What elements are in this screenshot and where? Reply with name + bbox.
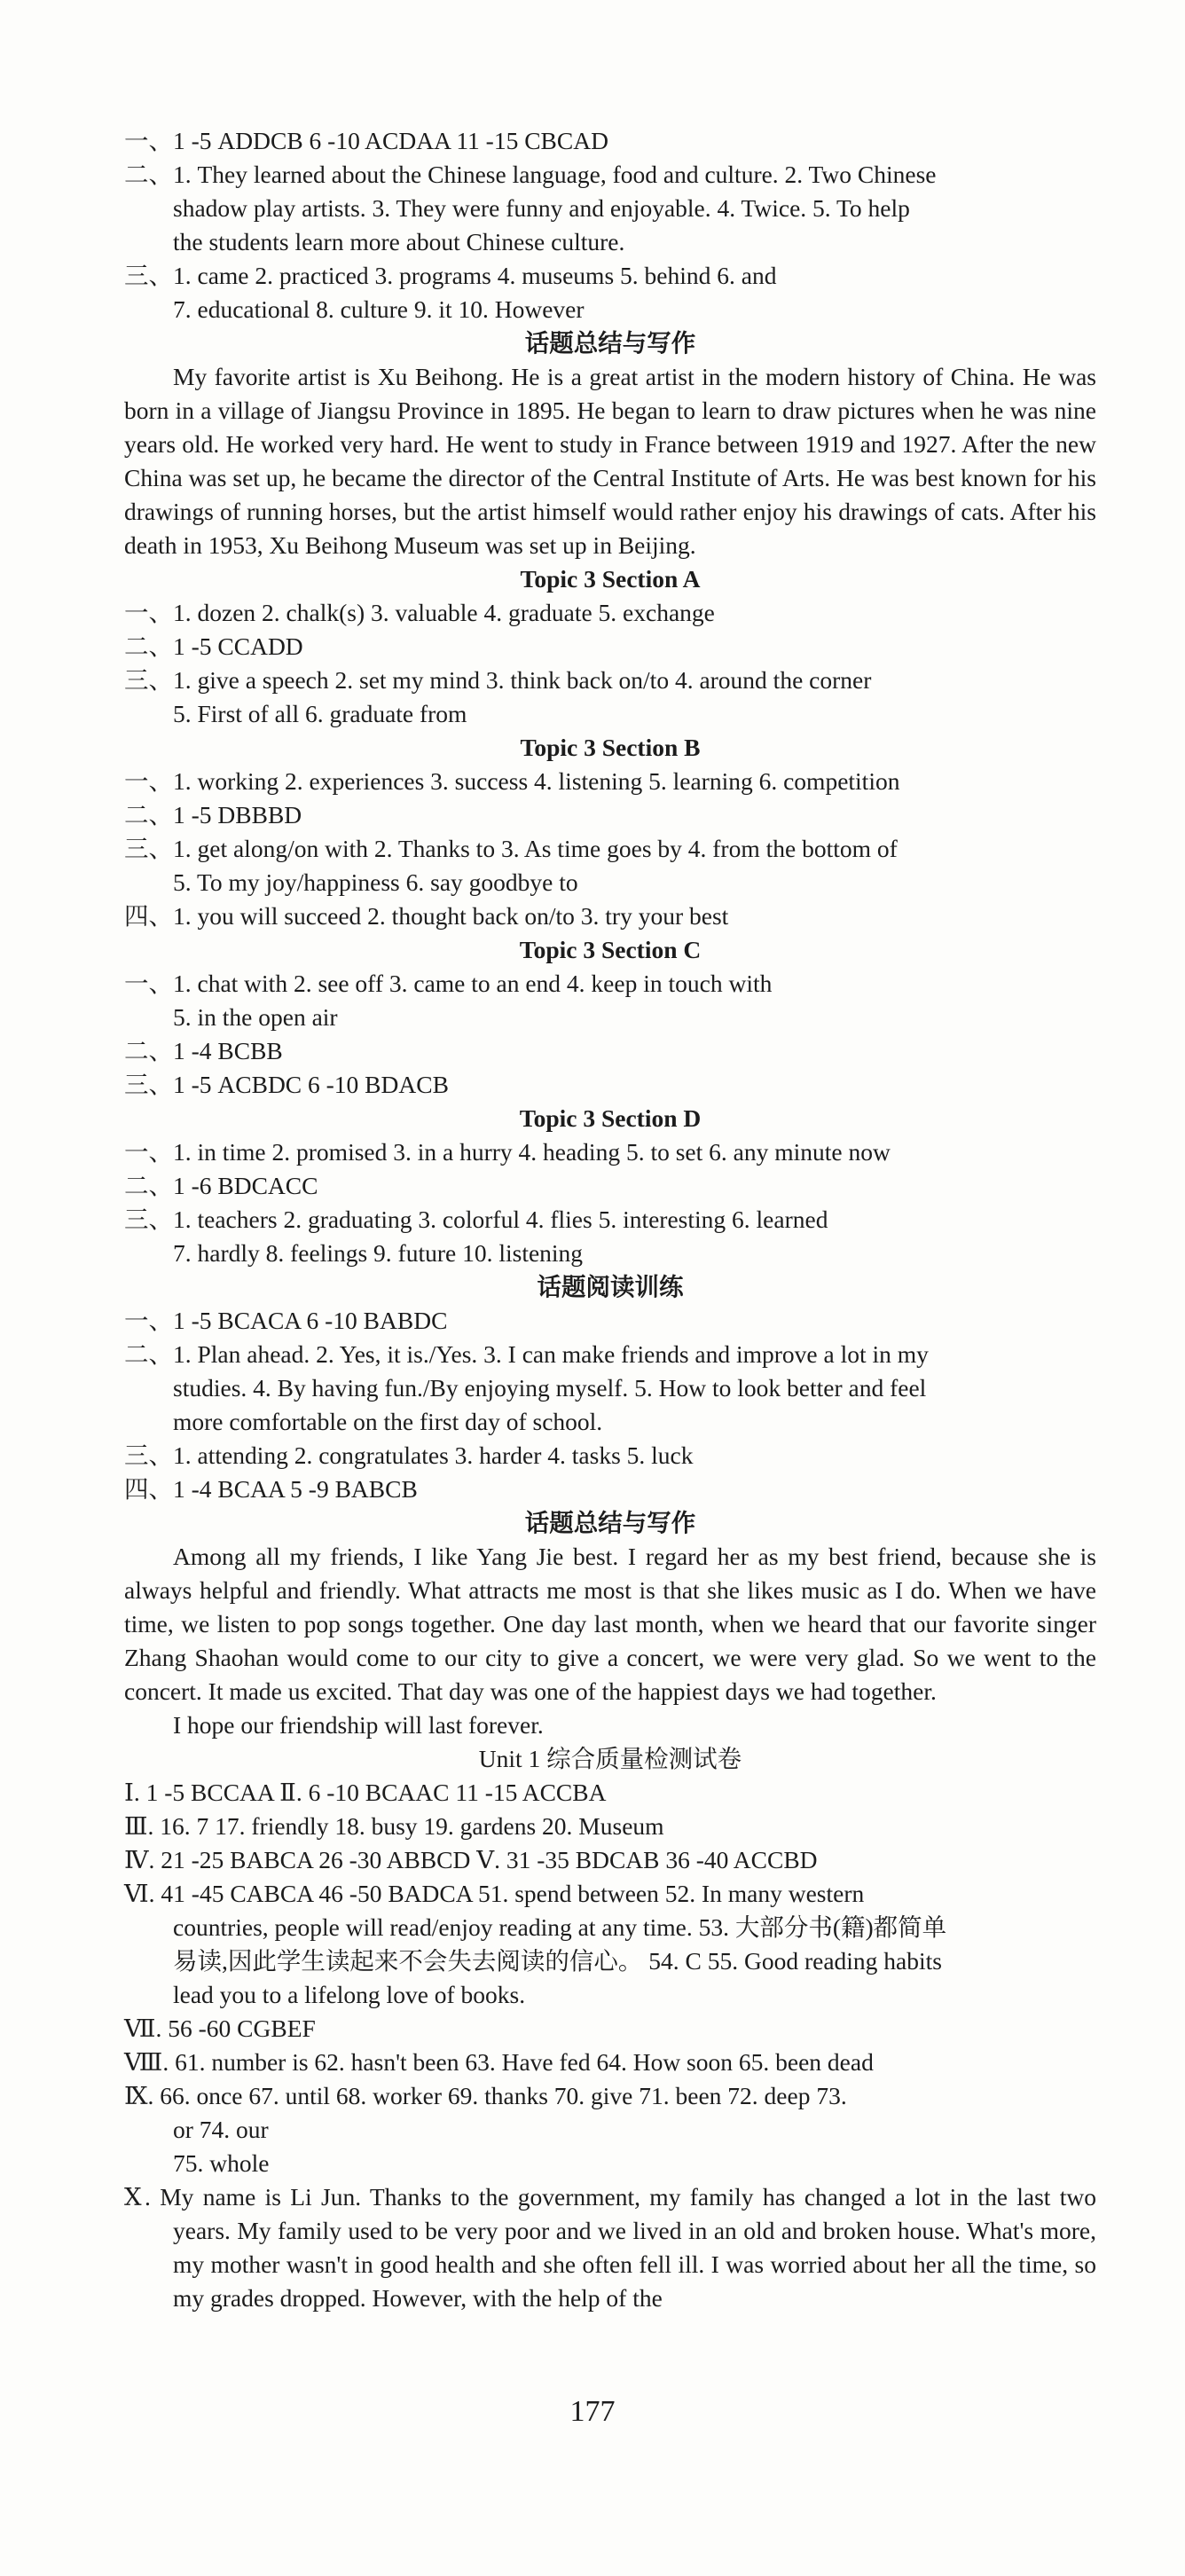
answer-line: 75. whole [173,2149,270,2177]
answer-line: 一、1. chat with 2. see off 3. came to an end 4. keep in touch with [124,970,773,997]
answer-line: 一、1 -5 ADDCB 6 -10 ACDAA 11 -15 CBCAD [124,127,608,154]
answer-line: 四、1. you will succeed 2. thought back on/to 3. try your best [124,902,729,930]
section-heading: Topic 3 Section A [520,565,701,593]
answer-line: Ⅶ. 56 -60 CGBEF [124,2014,316,2042]
section-heading: Unit 1 综合质量检测试卷 [478,1745,742,1772]
answer-line: Ⅲ. 16. 7 17. friendly 18. busy 19. gardens 20. Museum [124,1812,664,1840]
answer-line: 二、1. They learned about the Chinese language, food and culture. 2. Two Chinese [124,161,937,188]
section-heading: Topic 3 Section C [519,936,702,963]
answer-line: 二、1 -6 BDCACC [124,1172,318,1199]
answer-line: 7. educational 8. culture 9. it 10. However [173,295,585,323]
section-heading: 话题总结与写作 [524,329,696,357]
answer-line: 三、1. get along/on with 2. Thanks to 3. As time goes by 4. from the bottom of [124,835,898,862]
answer-line: 一、1 -5 BCACA 6 -10 BABDC [124,1307,448,1334]
answer-line: 一、1. working 2. experiences 3. success 4. listening 5. learning 6. competition [124,767,900,795]
answer-line: Ⅳ. 21 -25 BABCA 26 -30 ABBCD Ⅴ. 31 -35 BDCAB 36 -40 ACCBD [124,1846,818,1873]
answer-line: 二、1. Plan ahead. 2. Yes, it is./Yes. 3. I can make friends and improve a lot in my [124,1340,929,1368]
answer-line: shadow play artists. 3. They were funny and enjoyable. 4. Twice. 5. To help [173,194,910,222]
writing-paragraph: Among all my friends, I like Yang Jie best. I regard her as my best friend, because she is always helpful and friendly. What attracts me most is that she likes music as I do. When we have time, we listen to pop songs together. One day last month, when we heard that our favorite singer Zhang Shaohan would come to our city to give a concert, we were very glad. So we went to the concert. It made us excited. That day was one of the happiest days we had together. [124,1543,1096,1705]
answer-line: studies. 4. By having fun./By enjoying myself. 5. How to look better and feel [173,1374,927,1402]
answer-line: 5. To my joy/happiness 6. say goodbye to [173,868,578,896]
answer-line: 四、1 -4 BCAA 5 -9 BABCB [124,1475,418,1503]
answer-line: 7. hardly 8. feelings 9. future 10. listening [173,1239,584,1267]
answer-line: Ⅵ. 41 -45 CABCA 46 -50 BADCA 51. spend between 52. In many western [124,1880,865,1907]
answer-line: Ⅷ. 61. number is 62. hasn't been 63. Have fed 64. How soon 65. been dead [124,2048,874,2076]
answer-line: more comfortable on the first day of school. [173,1408,603,1435]
answer-line: 三、1 -5 ACBDC 6 -10 BDACB [124,1071,449,1098]
answer-line: the students learn more about Chinese culture. [173,228,625,255]
answer-line: 三、1. came 2. practiced 3. programs 4. museums 5. behind 6. and [124,262,777,289]
writing-paragraph: My favorite artist is Xu Beihong. He is a great artist in the modern history of China. He was born in a village of Jiangsu Province in 1895. He began to learn to draw pictures when he was nine years old. He worked very hard. He went to study in France between 1919 and 1927. After the new China was set up, he became the director of the Central Institute of Arts. He was best known for his drawings of running horses, but the artist himself would rather enjoy his drawings of cats. After his death in 1953, Xu Beihong Museum was set up in Beijing. [124,363,1096,559]
answer-line: or 74. our [173,2116,269,2143]
answer-line: lead you to a lifelong love of books. [173,1981,526,2008]
answer-line: 一、1. in time 2. promised 3. in a hurry 4. heading 5. to set 6. any minute now [124,1138,891,1166]
answer-line: 三、1. teachers 2. graduating 3. colorful 4. flies 5. interesting 6. learned [124,1206,828,1233]
answer-line: 一、1. dozen 2. chalk(s) 3. valuable 4. graduate 5. exchange [124,599,715,626]
answer-line: 二、1 -4 BCBB [124,1037,283,1064]
answer-line: 5. First of all 6. graduate from [173,700,467,727]
section-heading: 话题总结与写作 [524,1509,696,1536]
page-number: 177 [569,2395,616,2428]
answer-line: 易读,因此学生读起来不会失去阅读的信心。 54. C 55. Good reading habits [173,1947,942,1975]
answer-line: 三、1. attending 2. congratulates 3. harder 4. tasks 5. luck [124,1441,694,1469]
section-heading: Topic 3 Section D [519,1104,702,1132]
answer-line: Ⅸ. 66. once 67. until 68. worker 69. thanks 70. give 71. been 72. deep 73. [124,2082,847,2109]
answer-line: 三、1. give a speech 2. set my mind 3. think back on/to 4. around the corner [124,666,872,694]
answer-line: 5. in the open air [173,1003,338,1031]
answer-line: countries, people will read/enjoy reading at any time. 53. 大部分书(籍)都简单 [173,1913,947,1941]
answer-line: 二、1 -5 DBBBD [124,801,302,829]
answer-line: 二、1 -5 CCADD [124,632,303,660]
section-heading: 话题阅读训练 [537,1273,684,1300]
answer-line: Ⅰ. 1 -5 BCCAA Ⅱ. 6 -10 BCAAC 11 -15 ACCBA [124,1779,607,1806]
writing-paragraph: Ⅹ. My name is Li Jun. Thanks to the government, my family has changed a lot in the last two years. My family used to be very poor and we lived in an old and broken house. What's more, my mother wasn't in good health and she often fell ill. I was worried about her all the time, so my grades dropped. However, with the help of the [124,2183,1096,2312]
section-heading: Topic 3 Section B [520,734,701,761]
writing-paragraph: I hope our friendship will last forever. [173,1711,544,1739]
